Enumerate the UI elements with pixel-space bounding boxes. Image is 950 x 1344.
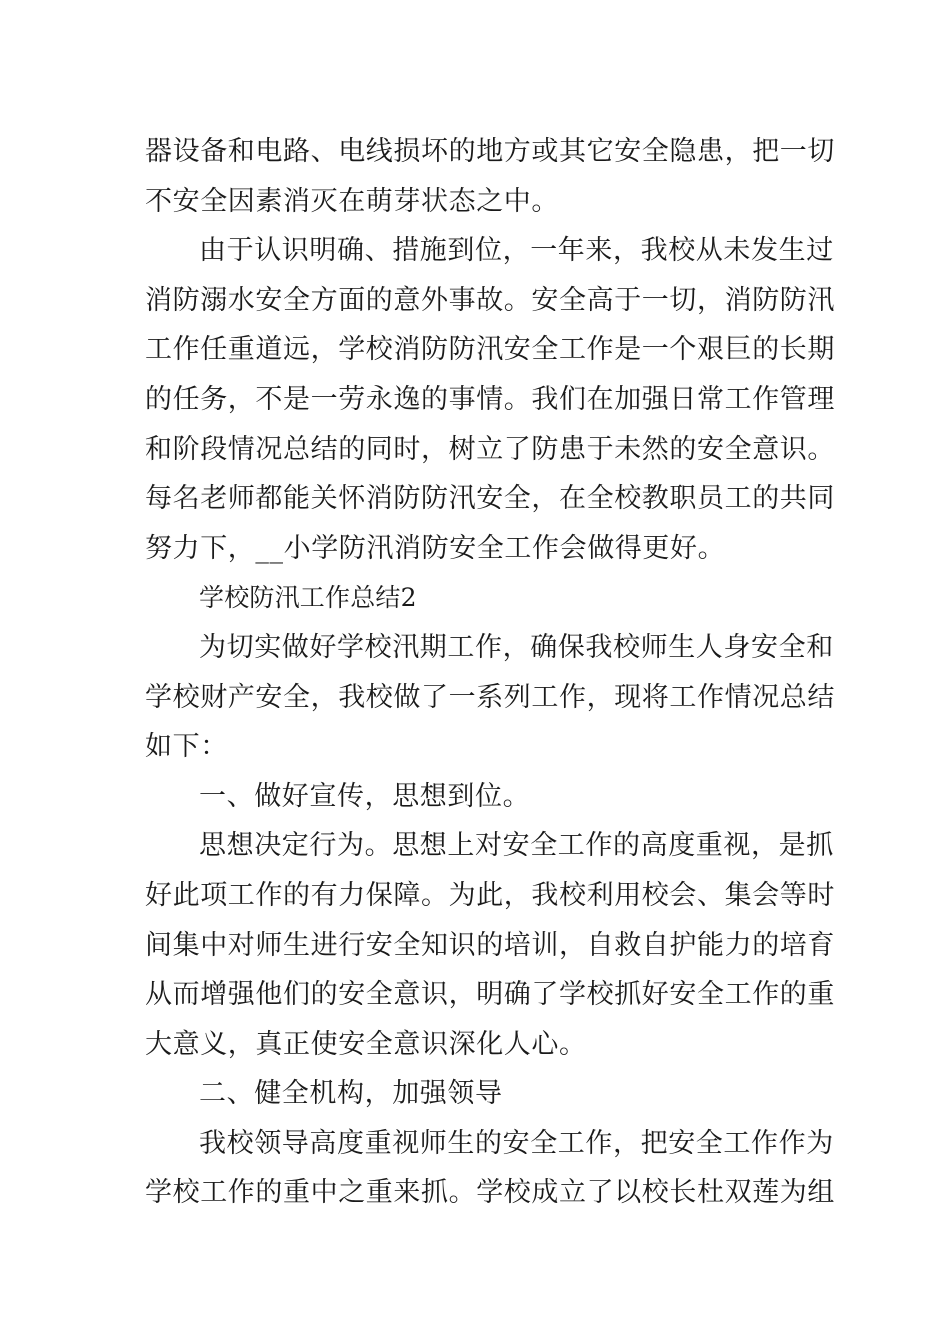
text-line: 由于认识明确、措施到位，一年来，我校从未发生过 (199, 235, 834, 267)
section-title: 学校防汛工作总结2 (199, 583, 417, 613)
text-line: 的任务，不是一劳永逸的事情。我们在加强日常工作管理 (145, 383, 835, 415)
text-line: 消防溺水安全方面的意外事故。安全高于一切，消防防汛 (145, 284, 835, 316)
text-line: 努力下，__小学防汛消防安全工作会做得更好。 (145, 532, 726, 564)
text-line: 我校领导高度重视师生的安全工作，把安全工作作为 (199, 1127, 834, 1159)
text-line: 思想决定行为。思想上对安全工作的高度重视，是抓 (199, 830, 834, 862)
subsection-heading: 一、做好宣传，思想到位。 (199, 780, 531, 812)
text-line: 不安全因素消灭在萌芽状态之中。 (145, 185, 559, 217)
text-line: 工作任重道远，学校消防防汛安全工作是一个艰巨的长期 (145, 334, 835, 366)
text-line: 间集中对师生进行安全知识的培训，自救自护能力的培育 (145, 929, 835, 961)
text-line: 器设备和电路、电线损坏的地方或其它安全隐患，把一切 (145, 136, 835, 167)
text-line: 大意义，真正使安全意识深化人心。 (145, 1028, 587, 1060)
text-line: 好此项工作的有力保障。为此，我校利用校会、集会等时 (145, 879, 835, 911)
subsection-heading: 二、健全机构，加强领导 (199, 1078, 503, 1110)
text-line: 学校工作的重中之重来抓。学校成立了以校长杜双莲为组 (145, 1177, 835, 1209)
text-line: 每名老师都能关怀消防防汛安全，在全校教职员工的共同 (145, 483, 835, 515)
text-line: 为切实做好学校汛期工作，确保我校师生人身安全和 (199, 631, 834, 663)
text-line: 如下： (145, 731, 228, 763)
text-line: 从而增强他们的安全意识，明确了学校抓好安全工作的重 (145, 979, 835, 1011)
text-line: 学校财产安全，我校做了一系列工作，现将工作情况总结 (145, 681, 835, 713)
text-line: 和阶段情况总结的同时，树立了防患于未然的安全意识。 (145, 433, 835, 465)
document-body (145, 127, 835, 1218)
